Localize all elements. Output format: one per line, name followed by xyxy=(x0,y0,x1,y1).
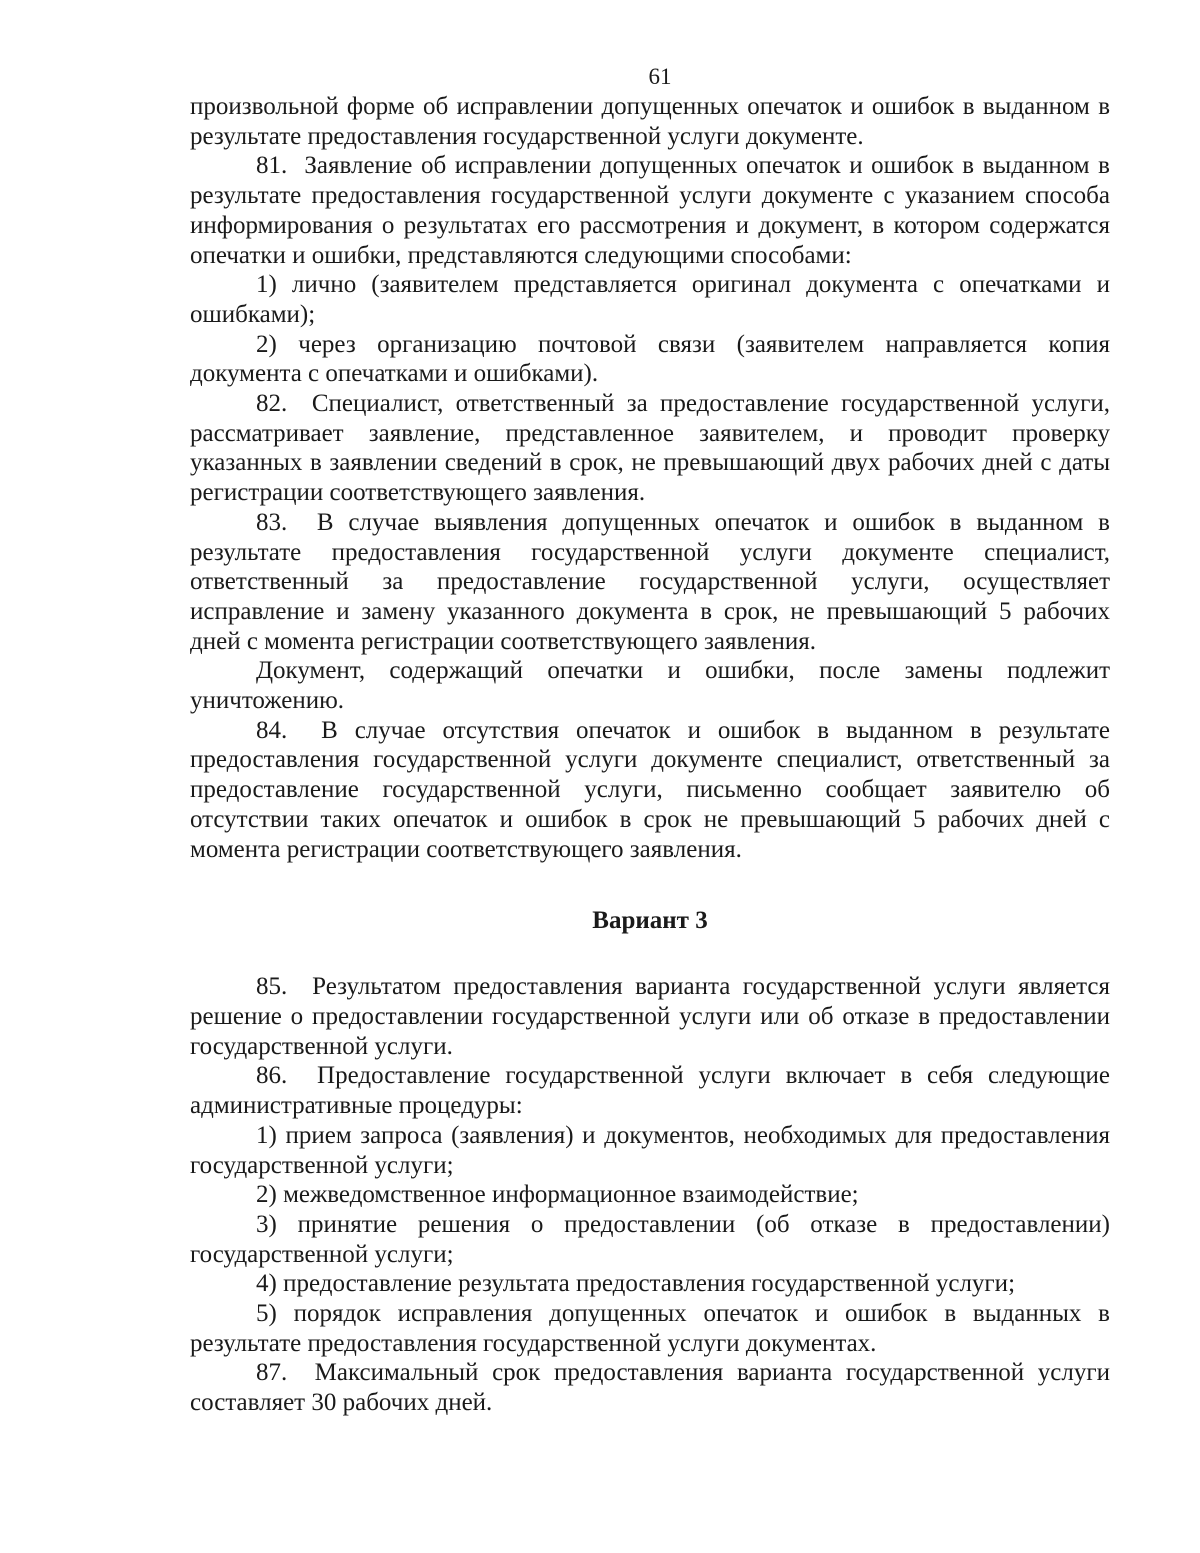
paragraph-81: 81. Заявление об исправлении допущенных опечаток и ошибок в выданном в результате предоставления государственной услуги документе с указанием способа информирования о результатах его рассмотрения и документ, в котором содержатся опечатки и ошибки, представляются следующими способами: xyxy=(190,152,1110,269)
page-content xyxy=(190,62,1110,1418)
paragraph-82: 82. Специалист, ответственный за предоставление государственной услуги, рассматривает заявление, представленное заявителем, и проводит проверку указанных в заявлении сведений в срок, не превышающий двух рабочих дней с даты регистрации соответствующего заявления. xyxy=(190,390,1110,507)
list-item-1-in-person: 1) лично (заявителем представляется оригинал документа с опечатками и ошибками); xyxy=(190,271,1110,328)
procedure-item-5: 5) порядок исправления допущенных опечаток и ошибок в выданных в результате предоставления государственной услуги документах. xyxy=(190,1300,1110,1357)
paragraph-86: 86. Предоставление государственной услуги включает в себя следующие административные процедуры: xyxy=(190,1062,1110,1120)
procedure-item-2: 2) межведомственное информационное взаимодействие; xyxy=(256,1181,859,1209)
section-heading: Вариант 3 xyxy=(592,907,708,935)
procedure-item-1: 1) прием запроса (заявления) и документов, необходимых для предоставления государственной услуги; xyxy=(190,1121,1110,1179)
paragraph-83: 83. В случае выявления допущенных опечаток и ошибок в выданном в результате предоставления государственной услуги документе специалист, ответственный за предоставление государственной услуги, осуществляет исправление и замену указанного документа в срок, не превышающий 5 рабочих дней с момента регистрации соответствующего заявления. xyxy=(190,508,1110,655)
paragraph-85: 85. Результатом предоставления варианта государственной услуги является решение о предоставлении государственной услуги или об отказе в предоставлении государственной услуги. xyxy=(190,973,1110,1060)
paragraph-84: 84. В случае отсутствия опечаток и ошибок в выданном в результате предоставления государственной услуги документе специалист, ответственный за предоставление государственной услуги, письменно сообщает заявителю об отсутствии таких опечаток и ошибок в срок не превышающий 5 рабочих дней с момента регистрации соответствующего заявления. xyxy=(190,716,1110,863)
paragraph-continuation: произвольной форме об исправлении допущенных опечаток и ошибок в выданном в результате предоставления государственной услуги документе. xyxy=(190,93,1110,150)
paragraph-87: 87. Максимальный срок предоставления варианта государственной услуги составляет 30 рабочих дней. xyxy=(190,1359,1110,1417)
section-after-heading xyxy=(190,972,1110,1418)
section-before-heading xyxy=(190,92,1110,864)
paragraph-document-destruction: Документ, содержащий опечатки и ошибки, после замены подлежит уничтожению. xyxy=(190,657,1110,715)
procedure-item-3: 3) принятие решения о предоставлении (об отказе в предоставлении) государственной услуги; xyxy=(190,1210,1110,1268)
list-item-2-by-mail: 2) через организацию почтовой связи (заявителем направляется копия документа с опечатками и ошибками). xyxy=(190,330,1110,388)
procedure-item-4: 4) предоставление результата предоставления государственной услуги; xyxy=(256,1270,1016,1298)
page-number: 61 xyxy=(648,64,672,89)
